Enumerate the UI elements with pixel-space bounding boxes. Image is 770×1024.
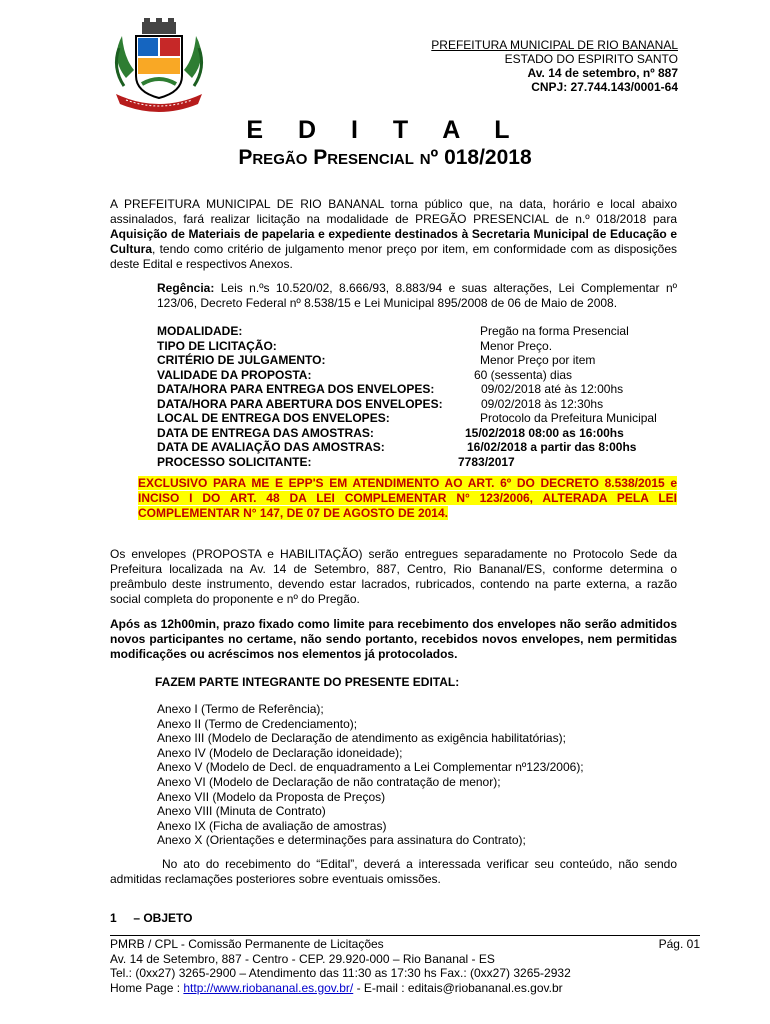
field-value: Protocolo da Prefeitura Municipal bbox=[480, 411, 657, 425]
regencia-text: Leis n.ºs 10.520/02, 8.666/93, 8.883/94 e suas alterações, Lei Complementar nº 123/06, Decreto Federal nº 8.538/15 e Lei Municipal 895/2008 de 06 de Maio de 2008. bbox=[157, 281, 677, 310]
list-item: Anexo VIII (Minuta de Contrato) bbox=[157, 804, 326, 819]
field-label: VALIDADE DA PROPOSTA: bbox=[157, 367, 312, 382]
field-value: 09/02/2018 às 12:30hs bbox=[481, 396, 604, 411]
field-label: PROCESSO SOLICITANTE: bbox=[157, 454, 312, 469]
envelopes-paragraph: Os envelopes (PROPOSTA e HABILITAÇÃO) serão entregues separadamente no Protocolo Sede da Prefeitura localizada na Av. 14 de Setembro, 887, Centro, Rio Bananal/ES, conforme determina o preâmbulo deste instrumento, devendo estar lacrados, rubricados, contendo na parte externa, a razão social completa do proponente e nº do Pregão. bbox=[110, 547, 677, 606]
apos-paragraph: Após as 12h00min, prazo fixado como limite para recebimento dos envelopes não serão admitidos novos participantes no certame, não sendo portanto, recebidos novos envelopes, nem permitidas modificações ou acréscimos nos elementos já protocolados. bbox=[110, 617, 677, 661]
homepage-link[interactable]: http://www.riobananal.es.gov.br/ bbox=[183, 980, 354, 995]
regencia-label: Regência: bbox=[157, 281, 215, 295]
intro-paragraph bbox=[110, 197, 677, 272]
field-label: LOCAL DE ENTREGA DOS ENVELOPES: bbox=[157, 411, 390, 425]
footer-cpl: PMRB / CPL - Comissão Permanente de Licitações bbox=[110, 937, 384, 951]
header-prefeitura: PREFEITURA MUNICIPAL DE RIO BANANAL bbox=[431, 38, 678, 52]
list-item: Anexo I (Termo de Referência); bbox=[157, 702, 324, 716]
field-label: MODALIDADE: bbox=[157, 324, 243, 338]
footer-phones: Tel.: (0xx27) 3265-2900 – Atendimento das 11:30 as 17:30 hs Fax.: (0xx27) 3265-2932 bbox=[110, 966, 571, 980]
edital-fields bbox=[0, 324, 770, 474]
list-item: Anexo III (Modelo de Declaração de atendimento as exigência habilitatórias); bbox=[157, 731, 566, 746]
list-item: Anexo VII (Modelo da Proposta de Preços) bbox=[157, 789, 386, 804]
regencia-paragraph bbox=[157, 281, 677, 311]
subtitle-number: 018/2018 bbox=[444, 146, 532, 169]
field-label: DATA/HORA PARA ENTREGA DOS ENVELOPES: bbox=[157, 382, 435, 396]
field-label: DATA/HORA PARA ABERTURA DOS ENVELOPES: bbox=[157, 396, 443, 411]
exclusivo-notice bbox=[138, 476, 677, 521]
intro-text-1: A PREFEITURA MUNICIPAL DE RIO BANANAL torna público que, na data, horário e local abaixo assinalados, fará realizar licitação na modalidade de PREGÃO PRESENCIAL de n.º 018/2018 para bbox=[110, 197, 677, 226]
field-label: DATA DE AVALIAÇÃO DAS AMOSTRAS: bbox=[157, 440, 385, 454]
footer-address: Av. 14 de Setembro, 887 - Centro - CEP. 29.920-000 – Rio Bananal - ES bbox=[110, 951, 495, 966]
municipal-crest-icon bbox=[104, 18, 214, 116]
field-value: Menor Preço. bbox=[480, 338, 553, 353]
list-item: Anexo IV (Modelo de Declaração idoneidade); bbox=[157, 745, 403, 760]
field-value: 15/02/2018 08:00 as 16:00hs bbox=[465, 425, 624, 440]
field-value: Menor Preço por item bbox=[480, 353, 596, 367]
list-item: Anexo VI (Modelo de Declaração de não contratação de menor); bbox=[157, 774, 501, 789]
field-label: TIPO DE LICITAÇÃO: bbox=[157, 338, 277, 353]
list-item: Anexo V (Modelo de Decl. de enquadramento a Lei Complementar nº123/2006); bbox=[157, 760, 584, 775]
header-block bbox=[431, 38, 678, 94]
document-subtitle bbox=[0, 146, 770, 170]
field-value: Pregão na forma Presencial bbox=[480, 324, 629, 338]
field-value: 09/02/2018 até às 12:00hs bbox=[481, 382, 624, 396]
exclusivo-highlight: EXCLUSIVO PARA ME E EPP'S EM ATENDIMENTO AO ART. 6º DO DECRETO 8.538/2015 e INCISO I DO ART. 48 DA LEI COMPLEMENTAR N° 123/2006, ALTERADA PELA LEI COMPLEMENTAR N° 147, DE 07 DE AGOSTO DE 2014. bbox=[138, 476, 677, 520]
field-value: 16/02/2018 a partir das 8:00hs bbox=[467, 440, 637, 454]
footer-home-label: Home Page : bbox=[110, 980, 184, 995]
field-value: 7783/2017 bbox=[458, 454, 515, 469]
document-title: E D I T A L bbox=[246, 116, 524, 144]
subtitle-prefix: Pregão Presencial nº bbox=[238, 146, 439, 169]
field-label: CRITÉRIO DE JULGAMENTO: bbox=[157, 353, 326, 367]
header-estado: ESTADO DO ESPIRITO SANTO bbox=[504, 52, 678, 66]
page-number: Pág. 01 bbox=[658, 937, 700, 951]
section-heading-objeto: 1 – OBJETO bbox=[110, 911, 193, 925]
footer-email: - E-mail : editais@riobananal.es.gov.br bbox=[353, 980, 563, 995]
anexos-list bbox=[157, 702, 584, 848]
header-cnpj: CNPJ: 27.744.143/0001-64 bbox=[531, 80, 678, 94]
list-item: Anexo IX (Ficha de avaliação de amostras) bbox=[157, 818, 387, 833]
intro-object-bold: Aquisição de Materiais de papelaria e expediente destinados à Secretaria Municipal de Educação e Cultura bbox=[110, 227, 677, 256]
header-address: Av. 14 de setembro, nº 887 bbox=[527, 66, 678, 80]
field-label: DATA DE ENTREGA DAS AMOSTRAS: bbox=[157, 425, 374, 440]
page-footer bbox=[110, 935, 700, 995]
no-ato-paragraph: No ato do recebimento do “Edital”, deverá a interessada verificar seu conteúdo, não sendo admitidas reclamações posteriores sobre eventuais omissões. bbox=[110, 857, 677, 886]
intro-text-2: , tendo como critério de julgamento menor preço por item, em conformidade com as disposições deste Edital e respectivos Anexos. bbox=[110, 242, 677, 271]
fazem-parte-heading: FAZEM PARTE INTEGRANTE DO PRESENTE EDITAL: bbox=[155, 675, 460, 689]
list-item: Anexo X (Orientações e determinações para assinatura do Contrato); bbox=[157, 833, 526, 848]
list-item: Anexo II (Termo de Credenciamento); bbox=[157, 716, 358, 731]
field-value: 60 (sessenta) dias bbox=[474, 367, 573, 382]
